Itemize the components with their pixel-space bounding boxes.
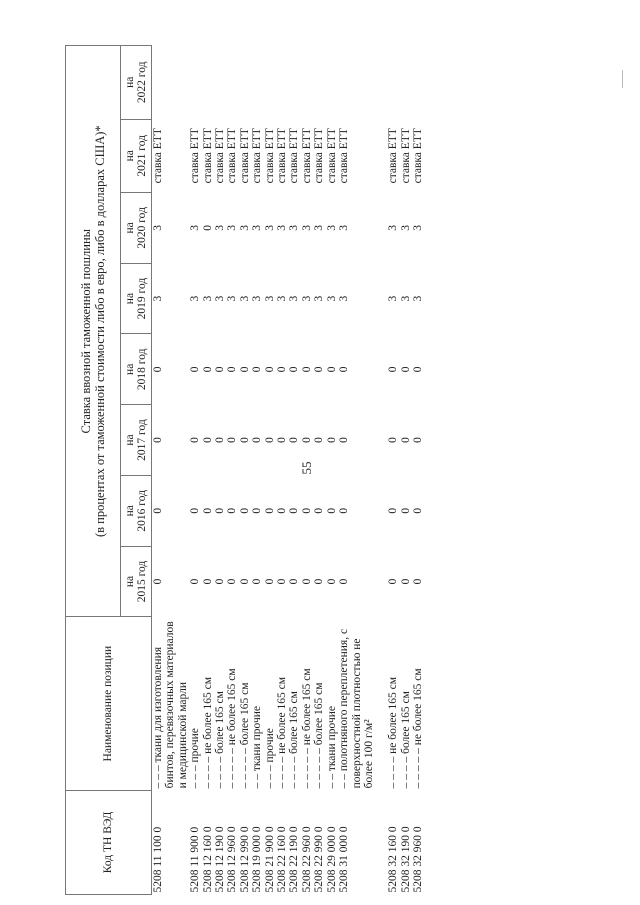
rate-value: 0 xyxy=(276,366,289,373)
rate-value: 0 xyxy=(263,437,276,443)
rate-value: 0 xyxy=(189,507,202,514)
hs-code: 5208 22 960 0 xyxy=(300,826,313,893)
hs-code: 5208 31 000 0 xyxy=(338,826,351,893)
rate-value: 3 xyxy=(276,224,289,231)
rate-value: 0 xyxy=(412,578,425,585)
rate-value: 3 xyxy=(412,295,425,302)
position-name: – – – – – более 165 см xyxy=(313,682,326,789)
row-gap xyxy=(375,46,387,895)
rate-value xyxy=(400,46,412,120)
rate-value: 0 xyxy=(226,578,239,585)
rate-value: 0 xyxy=(251,578,264,585)
header-year: на 2017 год xyxy=(121,405,152,476)
hs-code: 5208 32 190 0 xyxy=(399,826,412,893)
header-rate-line2: (в процентах от таможенной стоимости либо в евро, либо в долларах США)* xyxy=(93,125,107,538)
header-name: Наименование позиции xyxy=(66,617,152,791)
header-year: на 2021 год xyxy=(121,119,152,192)
rate-value: 0 xyxy=(189,437,202,443)
table-row xyxy=(276,46,288,895)
hs-code: 5208 32 160 0 xyxy=(387,826,400,893)
rate-value: 0 xyxy=(288,437,301,443)
rate-value: 0 xyxy=(276,578,289,585)
rate-value: 0 xyxy=(325,366,338,373)
header-year: на 2016 год xyxy=(121,475,152,546)
rate-value xyxy=(313,46,325,120)
rate-value xyxy=(326,46,338,120)
rate-value: 3 xyxy=(338,295,351,302)
rate-value xyxy=(189,46,201,120)
table-row xyxy=(264,46,276,895)
rate-value: 0 xyxy=(399,507,412,514)
hs-code: 5208 11 100 0 xyxy=(152,826,164,893)
rate-value: 0 xyxy=(300,437,313,443)
table-row xyxy=(387,46,399,895)
rate-value: ставка ЕТТ xyxy=(412,128,425,184)
rate-value: 3 xyxy=(238,224,251,231)
rate-value: 0 xyxy=(325,437,338,443)
rate-value: 0 xyxy=(313,366,326,373)
rate-value: 0 xyxy=(214,437,227,443)
table-row xyxy=(214,46,226,895)
rate-value: 3 xyxy=(387,224,400,231)
table-row xyxy=(326,46,338,895)
table-row xyxy=(313,46,325,895)
rate-value: 0 xyxy=(412,507,425,514)
rate-value: 0 xyxy=(238,507,251,514)
rate-value: ставка ЕТТ xyxy=(251,128,264,184)
rate-value: 0 xyxy=(189,578,202,585)
rate-value: ставка ЕТТ xyxy=(226,128,239,184)
rate-value: 0 xyxy=(288,366,301,373)
hs-code: 5208 22 160 0 xyxy=(276,826,289,893)
rate-value: 0 xyxy=(214,578,227,585)
hs-code: 5208 19 000 0 xyxy=(251,826,264,893)
table-row xyxy=(202,46,214,895)
rate-value: 0 xyxy=(251,437,264,443)
rate-value: 3 xyxy=(238,295,251,302)
rotated-table-frame xyxy=(65,45,565,895)
rate-value xyxy=(264,46,276,120)
table-row xyxy=(189,46,201,895)
hs-code: 5208 22 190 0 xyxy=(288,826,301,893)
rate-value: 3 xyxy=(399,295,412,302)
table-row xyxy=(288,46,300,895)
rate-value: 3 xyxy=(263,295,276,302)
rate-value: ставка ЕТТ xyxy=(214,128,227,184)
rate-value: 0 xyxy=(189,366,202,373)
rate-value: 0 xyxy=(313,578,326,585)
rate-value: ставка ЕТТ xyxy=(338,128,351,184)
rate-value: 0 xyxy=(412,437,425,443)
rate-value: 0 xyxy=(300,366,313,373)
rate-value: 0 xyxy=(226,366,239,373)
header-year: на 2015 год xyxy=(121,546,152,617)
header-year: на 2019 год xyxy=(121,263,152,334)
rate-value: 3 xyxy=(201,295,214,302)
table-row xyxy=(338,46,375,895)
rate-value: 0 xyxy=(338,437,351,443)
rate-value xyxy=(152,46,190,120)
rate-value: 0 xyxy=(238,578,251,585)
table-row xyxy=(400,46,412,895)
rate-value: 3 xyxy=(152,224,164,231)
rate-value: ставка ЕТТ xyxy=(152,128,164,184)
header-year: на 2020 год xyxy=(121,192,152,263)
rate-value: 0 xyxy=(251,507,264,514)
rate-value: 3 xyxy=(251,224,264,231)
rate-value: ставка ЕТТ xyxy=(189,128,202,184)
rate-value: 0 xyxy=(238,437,251,443)
rate-value xyxy=(288,46,300,120)
position-name: – – – – – не более 165 см xyxy=(412,668,425,789)
position-name: – – – – не более 165 см xyxy=(201,676,214,789)
rate-value: 3 xyxy=(325,224,338,231)
rate-value xyxy=(239,46,251,120)
rate-value: 0 xyxy=(214,507,227,514)
rate-value: 0 xyxy=(238,366,251,373)
rate-value: 3 xyxy=(152,295,164,302)
rate-value: 0 xyxy=(288,507,301,514)
position-name: – – – прочие xyxy=(189,728,202,789)
rate-value: 0 xyxy=(387,366,400,373)
position-name: – – – – – не более 165 см xyxy=(226,668,239,789)
table-row xyxy=(251,46,263,895)
rate-value xyxy=(251,46,263,120)
rate-value: 0 xyxy=(338,366,351,373)
position-name: – – – – более 165 см xyxy=(214,691,227,789)
table-rotation-wrapper xyxy=(65,45,565,895)
rate-value: 0 xyxy=(412,366,425,373)
rate-value: ставка ЕТТ xyxy=(313,128,326,184)
header-year: на 2022 год xyxy=(121,46,152,120)
rate-value xyxy=(226,46,238,120)
rate-value: 0 xyxy=(201,507,214,514)
rate-value: 3 xyxy=(387,295,400,302)
rate-value: ставка ЕТТ xyxy=(300,128,313,184)
rate-value: ставка ЕТТ xyxy=(263,128,276,184)
rate-value: 0 xyxy=(288,578,301,585)
rate-value xyxy=(214,46,226,120)
rate-value: 3 xyxy=(399,224,412,231)
rate-value: 0 xyxy=(152,578,164,585)
rate-value: 0 xyxy=(338,578,351,585)
rate-value: 3 xyxy=(325,295,338,302)
hs-code: 5208 32 960 0 xyxy=(412,826,425,893)
position-name: – – – – – не более 165 см xyxy=(300,668,313,789)
hs-code: 5208 12 160 0 xyxy=(201,826,214,893)
rate-value: 3 xyxy=(313,224,326,231)
hs-code: 5208 22 990 0 xyxy=(313,826,326,893)
hs-code: 5208 12 190 0 xyxy=(214,826,227,893)
rate-value: 0 xyxy=(387,437,400,443)
rate-value: 0 xyxy=(276,507,289,514)
rate-value: 3 xyxy=(214,224,227,231)
rate-value: 3 xyxy=(214,295,227,302)
tariff-table xyxy=(65,45,425,895)
rate-value: 3 xyxy=(226,224,239,231)
rate-value: 3 xyxy=(300,295,313,302)
rate-value xyxy=(301,46,313,120)
rate-value: 0 xyxy=(201,366,214,373)
rate-value: 3 xyxy=(288,295,301,302)
rate-value: 3 xyxy=(300,224,313,231)
header-code: Код ТН ВЭД xyxy=(66,790,152,894)
rate-value: 0 xyxy=(201,224,214,231)
rate-value: ставка ЕТТ xyxy=(288,128,301,184)
position-name: – – – – более 165 см xyxy=(288,691,301,789)
hs-code: 5208 21 900 0 xyxy=(263,826,276,893)
rate-value: 3 xyxy=(288,224,301,231)
hs-code: 5208 12 960 0 xyxy=(226,826,239,893)
position-name: – – – – не более 165 см xyxy=(276,676,289,789)
position-name: – – – ткани для изготовления бинтов, перевязочных материалов и медицинской марли xyxy=(152,621,189,789)
rate-value: 0 xyxy=(152,437,164,443)
rate-value: 3 xyxy=(276,295,289,302)
rate-value: 0 xyxy=(263,507,276,514)
rate-value xyxy=(338,46,375,120)
position-name: – – ткани прочие xyxy=(251,706,264,789)
hs-code: 5208 12 990 0 xyxy=(238,826,251,893)
rate-value: 0 xyxy=(399,366,412,373)
rate-value: 0 xyxy=(313,437,326,443)
table-row xyxy=(152,46,190,895)
rate-value: 3 xyxy=(263,224,276,231)
hs-code: 5208 11 900 0 xyxy=(189,826,202,893)
rate-value: 0 xyxy=(399,578,412,585)
rate-value: 0 xyxy=(399,437,412,443)
position-name: – – – прочие xyxy=(263,728,276,789)
rate-value xyxy=(202,46,214,120)
position-name: – – – – более 165 см xyxy=(399,691,412,789)
position-name: – – полотняного переплетения, с поверхностной плотностью не более 100 г/м² xyxy=(338,628,375,789)
rate-value: 0 xyxy=(325,578,338,585)
page-edge-mark xyxy=(622,70,623,88)
rate-value: 0 xyxy=(276,437,289,443)
rate-value: 0 xyxy=(201,437,214,443)
hs-code: 5208 29 000 0 xyxy=(325,826,338,893)
rate-value: 0 xyxy=(226,507,239,514)
table-row xyxy=(301,46,313,895)
rate-value: 3 xyxy=(226,295,239,302)
table-body xyxy=(152,46,425,895)
rate-value: ставка ЕТТ xyxy=(387,128,400,184)
header-rate-line1: Ставка ввозной таможенной пошлины xyxy=(79,228,93,434)
rate-value xyxy=(412,46,424,120)
table-row xyxy=(239,46,251,895)
table-row xyxy=(226,46,238,895)
rate-value xyxy=(276,46,288,120)
position-name: – – – – не более 165 см xyxy=(387,676,400,789)
rate-value: 3 xyxy=(338,224,351,231)
table-row xyxy=(412,46,424,895)
rate-value: 3 xyxy=(412,224,425,231)
rate-value: 0 xyxy=(152,366,164,373)
rate-value: ставка ЕТТ xyxy=(201,128,214,184)
rate-value: 3 xyxy=(313,295,326,302)
position-name: – – ткани прочие xyxy=(325,706,338,789)
rate-value: 0 xyxy=(313,507,326,514)
rate-value: 0 xyxy=(263,578,276,585)
rate-value: 0 xyxy=(226,437,239,443)
header-rate xyxy=(66,46,121,617)
rate-value: 0 xyxy=(251,366,264,373)
rate-value: ставка ЕТТ xyxy=(325,128,338,184)
rate-value: ставка ЕТТ xyxy=(399,128,412,184)
rate-value: 0 xyxy=(387,578,400,585)
rate-value: 3 xyxy=(189,295,202,302)
position-name: – – – – – более 165 см xyxy=(238,682,251,789)
rate-value: 0 xyxy=(325,507,338,514)
rate-value: 0 xyxy=(201,578,214,585)
rate-value: 0 xyxy=(214,366,227,373)
rate-value: 0 xyxy=(338,507,351,514)
rate-value: 0 xyxy=(300,507,313,514)
rate-value: 3 xyxy=(189,224,202,231)
rate-value: ставка ЕТТ xyxy=(238,128,251,184)
rate-value: 0 xyxy=(263,366,276,373)
rate-value: 0 xyxy=(387,507,400,514)
rate-value: 3 xyxy=(251,295,264,302)
rate-value: ставка ЕТТ xyxy=(276,128,289,184)
header-year: на 2018 год xyxy=(121,334,152,405)
rate-value: 0 xyxy=(152,507,164,514)
rate-value: 0 xyxy=(300,578,313,585)
page-number: 55 xyxy=(299,461,314,475)
rate-value xyxy=(387,46,399,120)
